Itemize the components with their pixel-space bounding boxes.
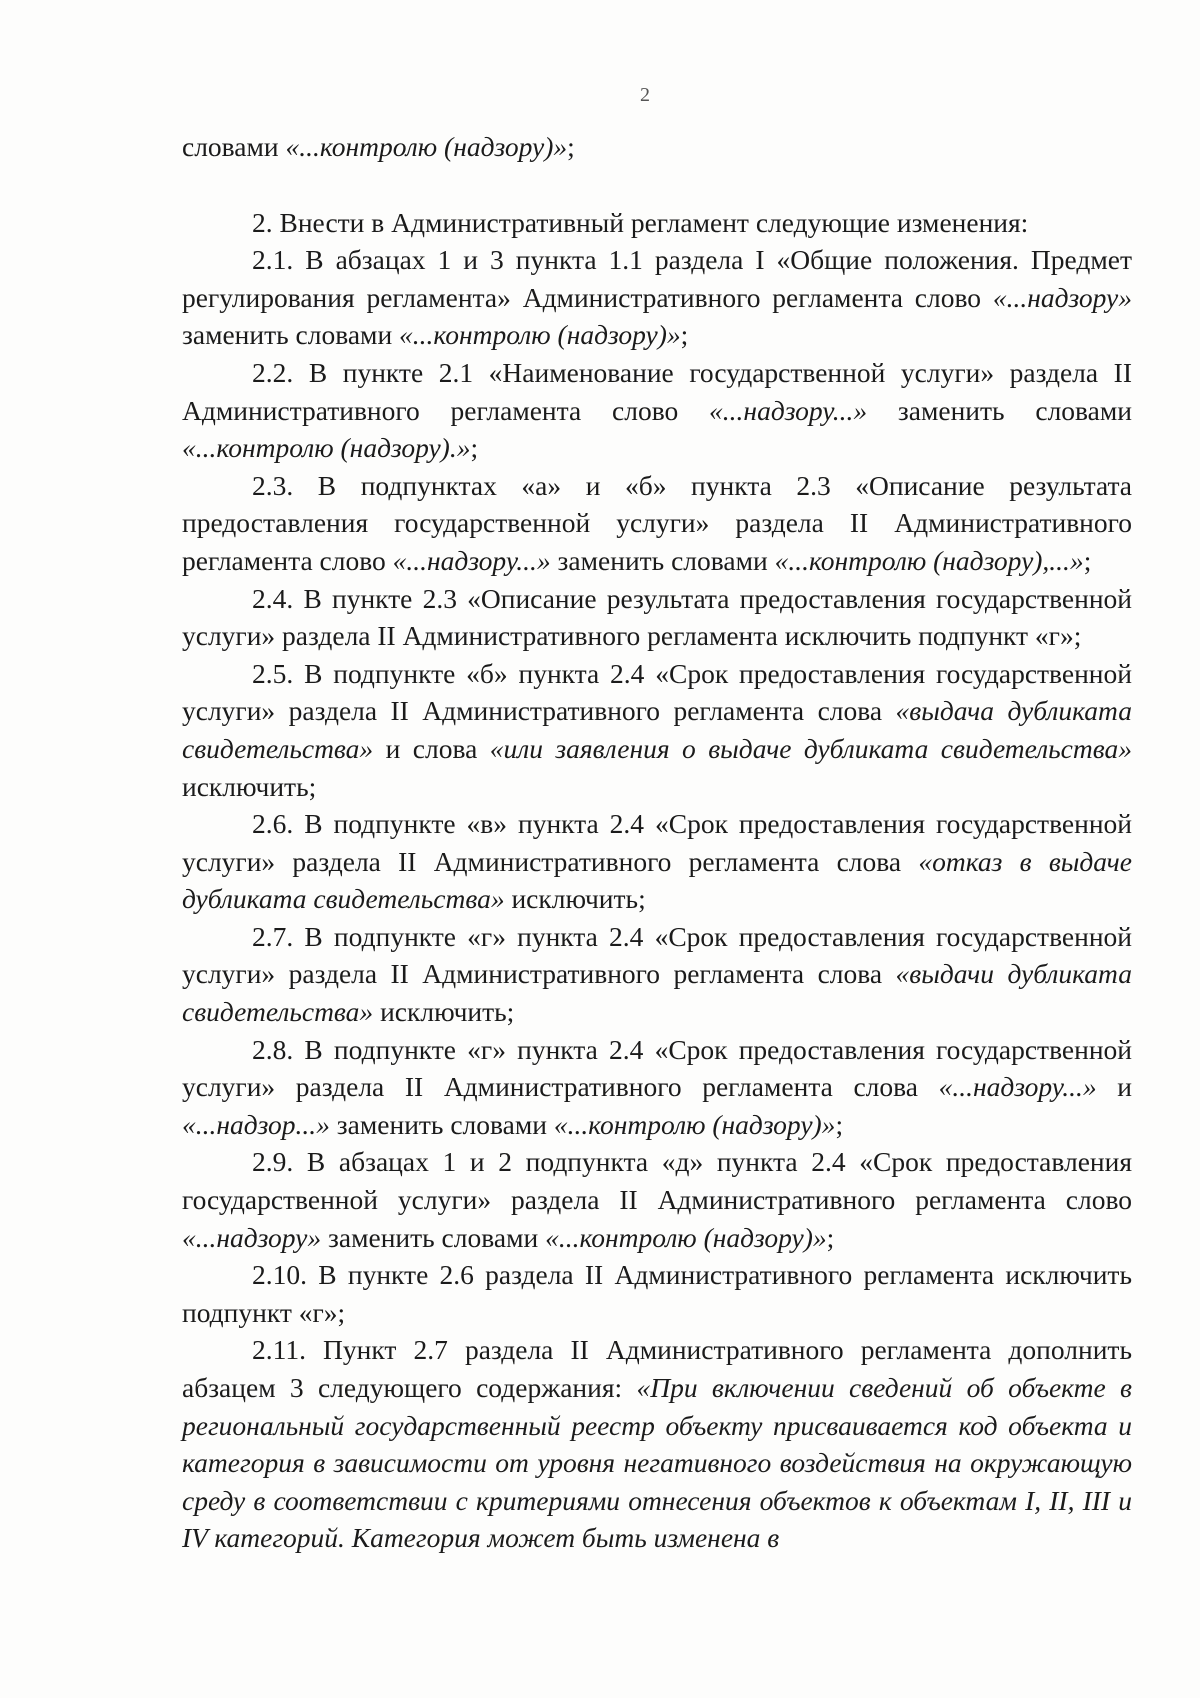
text-run: ; (680, 319, 689, 351)
page-number: 2 (640, 84, 650, 106)
paragraph-item-2-5 (182, 655, 1132, 805)
quoted-term: «отказ в выдаче дубликата свидетельства» (182, 845, 1133, 915)
quoted-term: «...надзору...» (709, 394, 868, 426)
quoted-term: «...контролю (надзору),...» (774, 544, 1084, 576)
text-run: исключить; (373, 996, 515, 1028)
text-run: 2.2. В пункте 2.1 «Наименование государственной услуги» раздела II Административного регламента слово (182, 356, 1132, 426)
text-run: 2.10. В пункте 2.6 раздела II Административного регламента исключить подпункт «г»; (182, 1259, 1132, 1328)
quoted-term: «...надзору» (182, 1221, 322, 1253)
text-run: заменить словами (867, 394, 1132, 426)
text-run: ; (835, 1108, 844, 1140)
paragraph-item-2-4 (182, 580, 1132, 655)
text-run: словами (182, 131, 286, 162)
text-run: ; (567, 131, 575, 162)
text-run: 2.4. В пункте 2.3 «Описание результата предоставления государственной услуги» раздела II Административного регламента исключить подпункт «г»; (182, 582, 1132, 652)
paragraph-continuation (182, 128, 1132, 166)
text-run: заменить словами (321, 1221, 546, 1253)
paragraph-item-2-8 (182, 1031, 1132, 1144)
quoted-term: «...контролю (надзору)» (399, 319, 681, 351)
paragraph-item-2-10 (182, 1256, 1132, 1331)
quoted-text: «При включении сведений об объекте в региональный государственный реестр объекту присваивается код объекта и категория в зависимости от уровня негативного воздействия на окружающую среду в соответствии с критериями отнесения объектов к объектам I, II, III и IV категорий. Категория может быть изменена в (182, 1372, 1132, 1554)
text-run: 2. Внести в Административный регламент следующие изменения: (252, 206, 1029, 238)
quoted-term: «...контролю (надзору).» (182, 432, 471, 464)
paragraph-item-2 (182, 204, 1132, 242)
text-run: 2.1. В абзацах 1 и 3 пункта 1.1 раздела I «Общие положения. Предмет регулирования регламента» Административного регламента слово (182, 244, 1132, 313)
paragraph-item-2-9 (182, 1143, 1132, 1256)
text-run: исключить; (182, 770, 317, 802)
text-run: 2.11. Пункт 2.7 раздела II Административного регламента дополнить абзацем 3 следующего содержания: (182, 1334, 1132, 1403)
paragraph-item-2-11 (182, 1331, 1132, 1557)
paragraph-item-2-3 (182, 467, 1132, 580)
text-run: 2.7. В подпункте «г» пункта 2.4 «Срок предоставления государственной услуги» раздела II Административного регламента слова (182, 920, 1132, 990)
quoted-term: «или заявления о выдаче дубликата свидетельства» (489, 732, 1132, 764)
quoted-term: «...надзору» (992, 281, 1132, 313)
text-run: заменить словами (550, 544, 775, 576)
text-run: ; (826, 1221, 835, 1253)
text-run: 2.8. В подпункте «г» пункта 2.4 «Срок предоставления государственной услуги» раздела II Административного регламента слова (182, 1033, 1132, 1103)
text-run: 2.6. В подпункте «в» пункта 2.4 «Срок предоставления государственной услуги» раздела II Административного регламента слова (182, 808, 1132, 877)
quoted-term: «...надзору...» (392, 544, 551, 576)
quoted-term: «...контролю (надзору)» (545, 1221, 827, 1253)
text-run: 2.9. В абзацах 1 и 2 подпункта «д» пункта 2.4 «Срок предоставления государственной услуги» раздела II Административного регламента слово (182, 1146, 1132, 1216)
text-run: 2.3. В подпунктах «а» и «б» пункта 2.3 «Описание результата предоставления государственной услуги» раздела II Административного регламента слово (182, 469, 1132, 576)
text-run: заменить словами (182, 319, 400, 351)
text-run: исключить; (504, 883, 646, 915)
text-run: заменить словами (329, 1108, 554, 1140)
text-run: ; (470, 432, 479, 464)
paragraph-item-2-1 (182, 241, 1132, 354)
text-run: 2.5. В подпункте «б» пункта 2.4 «Срок предоставления государственной услуги» раздела II Административного регламента слова (182, 657, 1132, 727)
text-run: и (1096, 1071, 1133, 1103)
quoted-term: «...надзору...» (938, 1071, 1097, 1103)
paragraph-item-2-7 (182, 918, 1132, 1031)
quoted-term: «...надзор...» (182, 1108, 330, 1140)
paragraph-item-2-2 (182, 354, 1132, 467)
quoted-term: «выдачи дубликата свидетельства» (182, 958, 1132, 1028)
quoted-term: «...контролю (надзору)» (285, 131, 568, 162)
document-body (182, 128, 1132, 1557)
paragraph-item-2-6 (182, 805, 1132, 918)
quoted-term: «...контролю (надзору)» (553, 1108, 836, 1140)
quoted-term: «выдача дубликата свидетельства» (182, 695, 1132, 764)
text-run: ; (1083, 544, 1092, 576)
text-run: и слова (373, 732, 490, 764)
